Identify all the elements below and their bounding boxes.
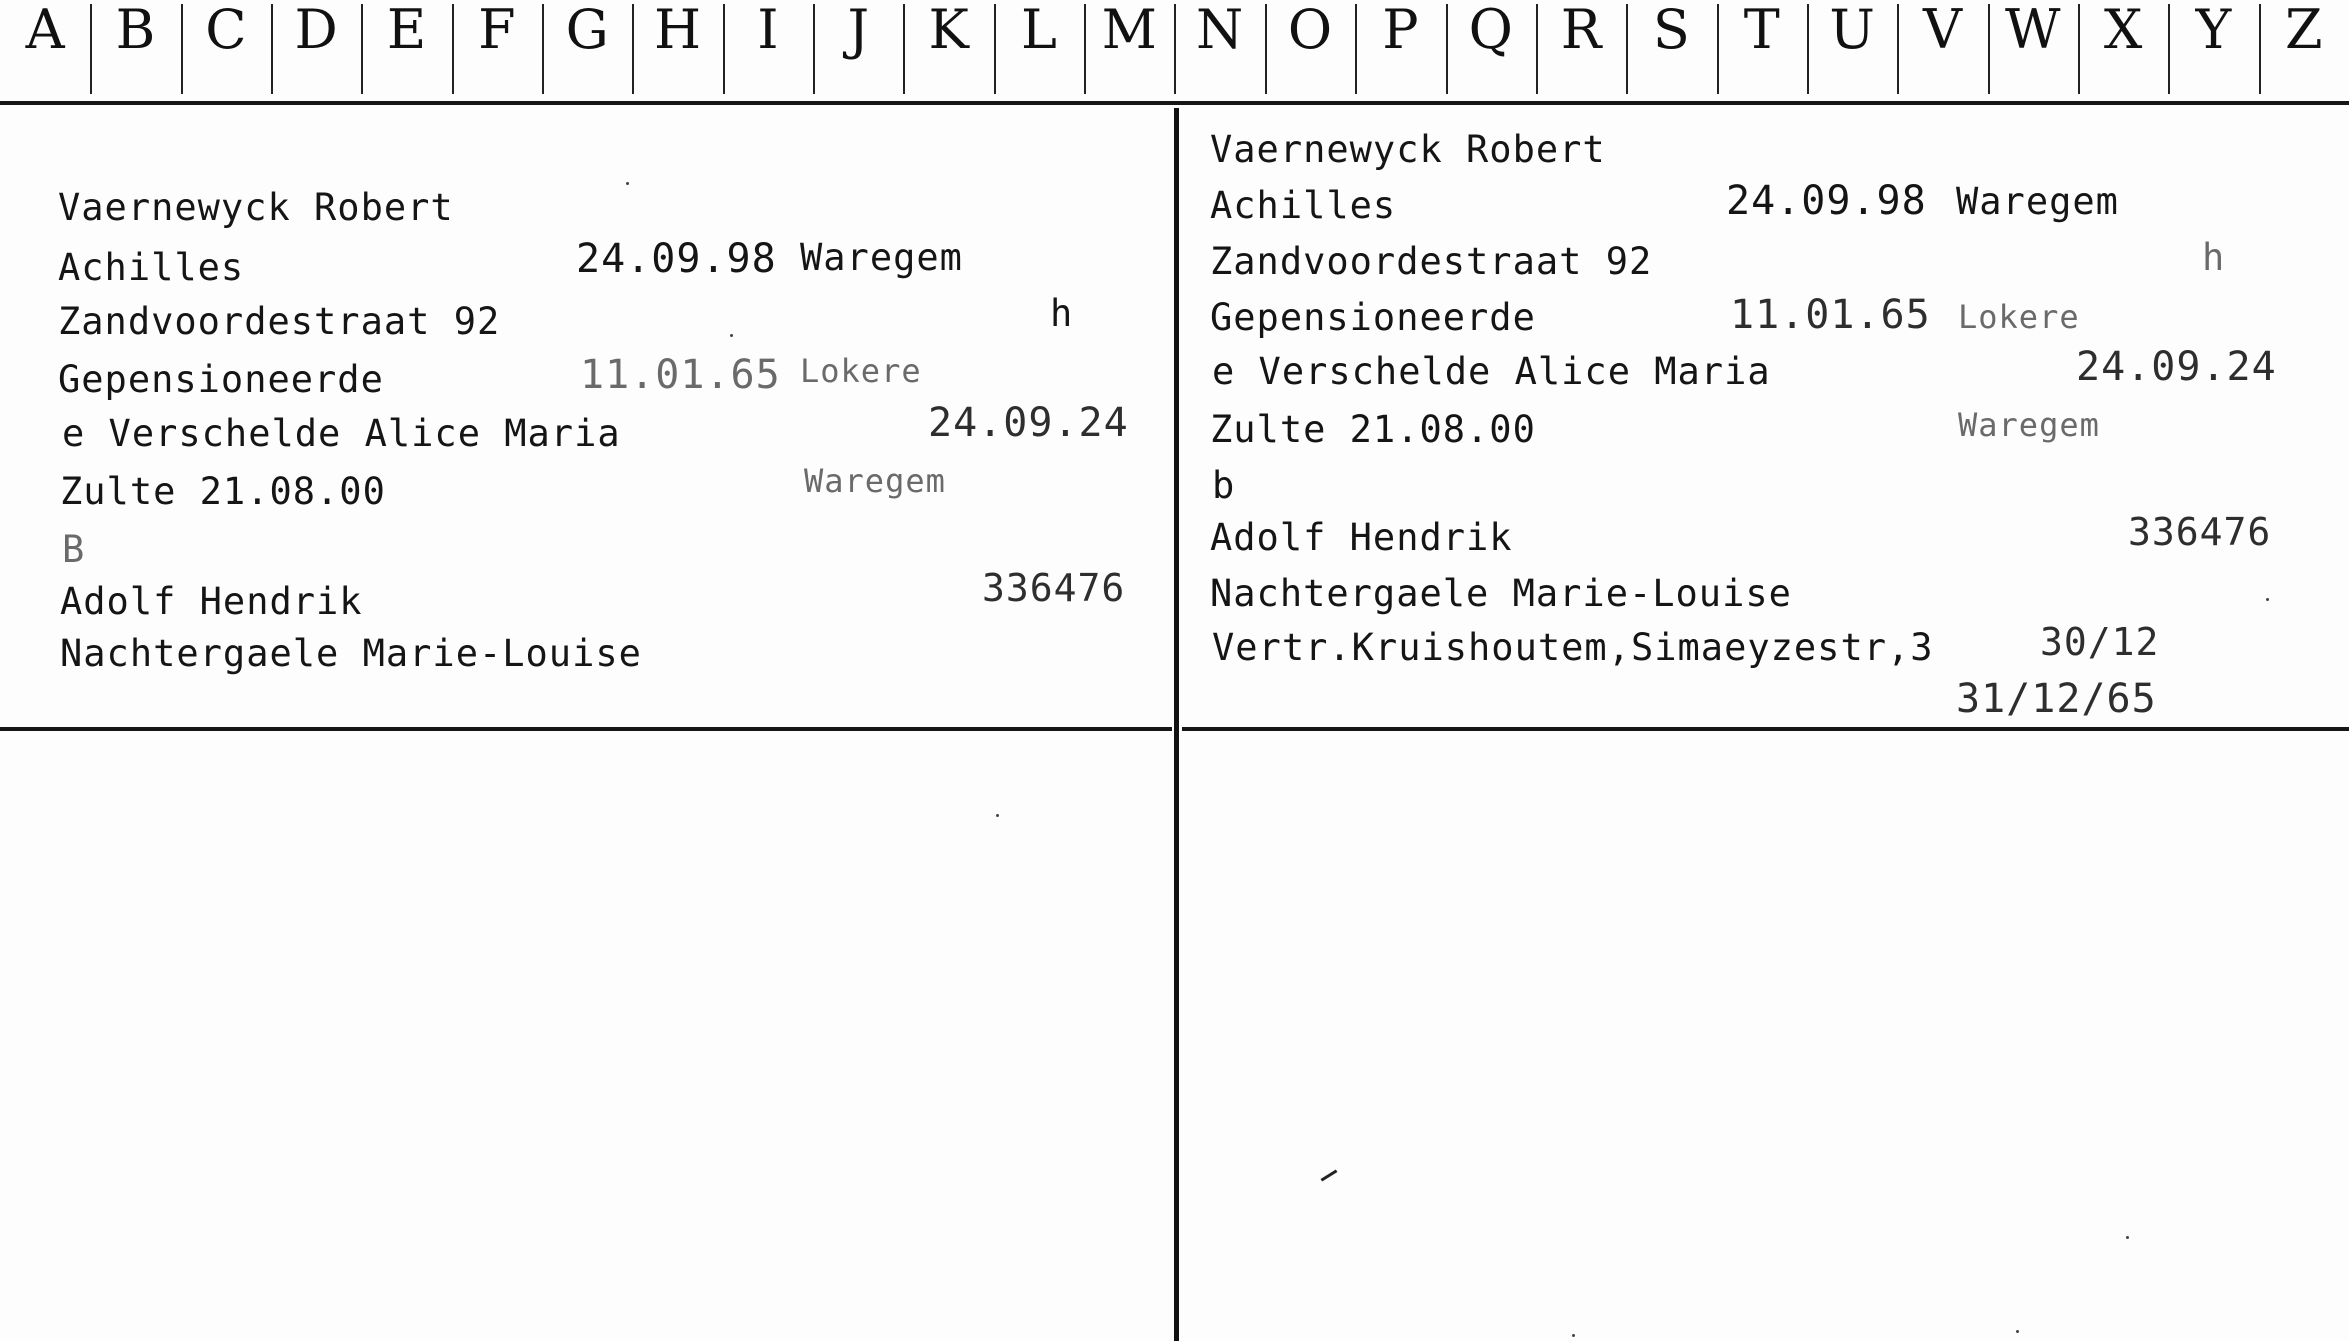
index-letter-w: W bbox=[1988, 0, 2078, 100]
right-place-2: Lokere bbox=[1958, 298, 2080, 336]
speck-5 bbox=[2126, 1236, 2129, 1239]
speck-6 bbox=[1572, 1334, 1575, 1337]
left-number: 336476 bbox=[982, 566, 1126, 610]
right-mark-h: h bbox=[2202, 236, 2226, 279]
index-letter-e: E bbox=[361, 0, 451, 100]
speck-7 bbox=[2016, 1330, 2019, 1333]
index-letter-u: U bbox=[1807, 0, 1897, 100]
left-birth-place: Waregem bbox=[800, 236, 963, 279]
speck-2 bbox=[730, 334, 733, 337]
speck-3 bbox=[996, 814, 999, 817]
index-letter-p: P bbox=[1355, 0, 1445, 100]
left-address: Zandvoordestraat 92 bbox=[58, 300, 501, 343]
left-birth-date: 24.09.98 bbox=[576, 236, 777, 282]
right-transfer-date: 30/12 bbox=[2040, 620, 2160, 664]
index-letter-r: R bbox=[1536, 0, 1626, 100]
left-given-name: Achilles bbox=[58, 246, 245, 289]
right-spouse: e Verschelde Alice Maria bbox=[1212, 350, 1771, 393]
left-spouse: e Verschelde Alice Maria bbox=[62, 412, 621, 455]
right-mother: Nachtergaele Marie-Louise bbox=[1210, 572, 1792, 615]
index-letter-x: X bbox=[2078, 0, 2168, 100]
right-number: 336476 bbox=[2128, 510, 2272, 554]
left-father: Adolf Hendrik bbox=[60, 580, 363, 623]
left-mark-h: h bbox=[1050, 292, 1074, 335]
left-spouse-place: Waregem bbox=[804, 462, 946, 500]
index-letter-o: O bbox=[1265, 0, 1355, 100]
index-letter-d: D bbox=[271, 0, 361, 100]
speck-1 bbox=[626, 182, 629, 185]
pen-mark bbox=[1321, 1169, 1338, 1181]
left-mother: Nachtergaele Marie-Louise bbox=[60, 632, 642, 675]
left-place-2: Lokere bbox=[800, 352, 922, 390]
right-birth-place: Waregem bbox=[1956, 180, 2119, 223]
index-letter-s: S bbox=[1626, 0, 1716, 100]
index-letter-c: C bbox=[181, 0, 271, 100]
index-letter-t: T bbox=[1717, 0, 1807, 100]
right-address: Zandvoordestraat 92 bbox=[1210, 240, 1653, 283]
right-spouse-origin: Zulte 21.08.00 bbox=[1210, 408, 1536, 451]
index-letter-m: M bbox=[1084, 0, 1174, 100]
index-letter-a: A bbox=[25, 0, 65, 61]
index-letter-i: I bbox=[723, 0, 813, 100]
index-letter-g: G bbox=[542, 0, 632, 100]
left-spouse-date: 24.09.24 bbox=[928, 400, 1129, 446]
right-name: Vaernewyck Robert bbox=[1210, 128, 1606, 171]
right-date-2: 11.01.65 bbox=[1730, 292, 1931, 338]
left-name: Vaernewyck Robert bbox=[58, 186, 454, 229]
right-spouse-date: 24.09.24 bbox=[2076, 344, 2277, 390]
left-spouse-origin: Zulte 21.08.00 bbox=[60, 470, 386, 513]
right-father: Adolf Hendrik bbox=[1210, 516, 1513, 559]
index-letter-q: Q bbox=[1446, 0, 1536, 100]
right-spouse-place: Waregem bbox=[1958, 406, 2100, 444]
index-letter-f: F bbox=[452, 0, 542, 100]
index-letter-h: H bbox=[632, 0, 722, 100]
index-letter-n: N bbox=[1174, 0, 1264, 100]
index-letter-z: Z bbox=[2259, 0, 2349, 100]
right-transfer: Vertr.Kruishoutem,Simaeyzestr,3 bbox=[1212, 626, 1934, 669]
left-mark-b: B bbox=[62, 528, 86, 571]
right-given-name: Achilles bbox=[1210, 184, 1397, 227]
right-transfer-date-2: 31/12/65 bbox=[1956, 676, 2157, 722]
speck-4 bbox=[2266, 598, 2269, 601]
right-occupation: Gepensioneerde bbox=[1210, 296, 1536, 339]
index-letter-y: Y bbox=[2168, 0, 2258, 100]
index-letter-l: L bbox=[994, 0, 1084, 100]
right-mark-b: b bbox=[1212, 464, 1236, 507]
right-birth-date: 24.09.98 bbox=[1726, 178, 1927, 224]
index-letter-k: K bbox=[903, 0, 993, 100]
index-letter-j: J bbox=[813, 0, 903, 100]
left-occupation: Gepensioneerde bbox=[58, 358, 384, 401]
left-date-2: 11.01.65 bbox=[580, 352, 781, 398]
index-letter-v: V bbox=[1897, 0, 1987, 100]
index-letter-b: B bbox=[90, 0, 180, 100]
